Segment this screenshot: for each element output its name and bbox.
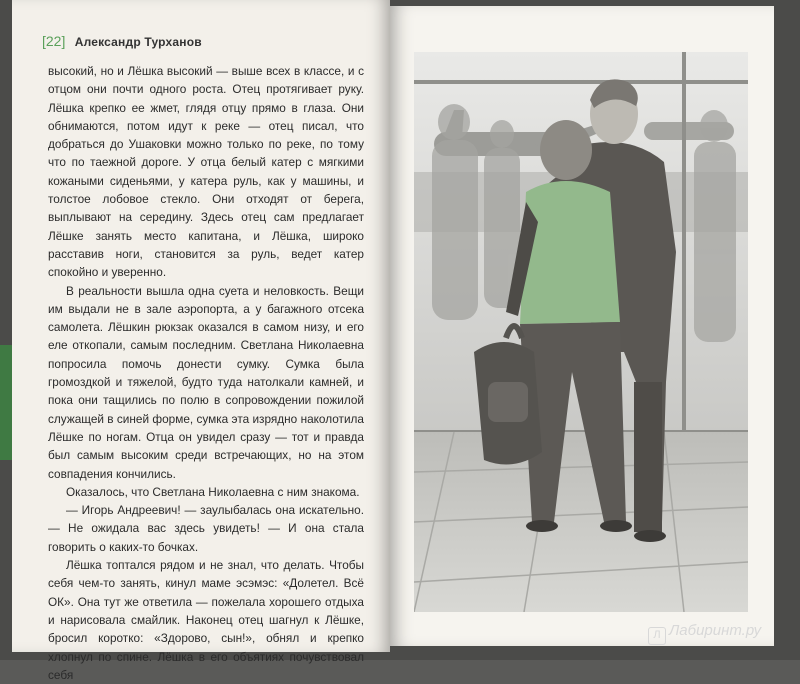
running-header	[42, 33, 202, 49]
watermark-text: Лабиринт.ру	[669, 622, 762, 639]
labyrinth-logo-icon: Л	[648, 627, 666, 645]
paragraph-4: — Игорь Андреевич! — заулыбалась она искательно. — Не ожидала вас здесь увидеть! — И она стала говорить о каких-то бочках.	[48, 503, 364, 554]
green-shirt	[520, 181, 620, 324]
paragraph-5: Лёшка топтался рядом и не знал, что делать. Чтобы себя чем-то занять, кинул маме эсэмэс: «Долетел. Всё ОК». Она тут же ответила — пожелала хорошего отдыха и нарисовала смайлик. Наконец отец шагнул к Лёшке, бросил коротко: «Здорово, сын!», обнял и крепко хлопнул по спине. Лёшка в его объятиях почувствовал себя	[48, 558, 364, 682]
right-page	[390, 6, 774, 646]
body-text	[48, 62, 364, 684]
terminal-floor	[414, 432, 748, 612]
watermark	[648, 622, 761, 645]
author-name: Александр Турханов	[74, 35, 202, 49]
paragraph-2: В реальности вышла одна суета и неловкость. Вещи им выдали не в зале аэропорта, а у багажного отсека самолета. Лёшкин рюкзак оказался в самом низу, и его еле откопали, самым последним. Светлана Николаевна попросила помочь донести сумку. Сумка была громоздкой и тяжелой, будто туда натолкали камней, и пока они тащились по полю в сопровождении пожилой служащей в синей форме, сумка эта изрядно наколотила Лёшке по ногам. Отца он увидел сразу — тот и правда был самым высоким среди встречающих, но на этом совпадения кончились.	[48, 283, 364, 481]
page-number: [22]	[42, 33, 66, 49]
paragraph-1: высокий, но и Лёшка высокий — выше всех в классе, и с отцом они почти одного роста. Отец протягивает руку. Лёшка крепко ее жмет, глядя отцу прямо в глаза. Они обнимаются, потом идут к реке — отец писал, что добраться до Ушаковки можно только по реке, по тому что по таежной дороге. У отца белый катер с мягкими кожаными сиденьями, у катера руль, как у машины, и толстое лобовое стекло. Они отходят от берега, выплывают на середину. Здесь отец сам предлагает Лёшке занять место капитана, и Лёшка, широко расставив ноги, становится за руль, ведет катер спокойно и уверенно.	[48, 64, 364, 280]
illustration-father-son-hug	[414, 52, 748, 612]
left-page	[12, 0, 390, 682]
paragraph-3: Оказалось, что Светлана Николаевна с ним знакома.	[66, 484, 360, 499]
